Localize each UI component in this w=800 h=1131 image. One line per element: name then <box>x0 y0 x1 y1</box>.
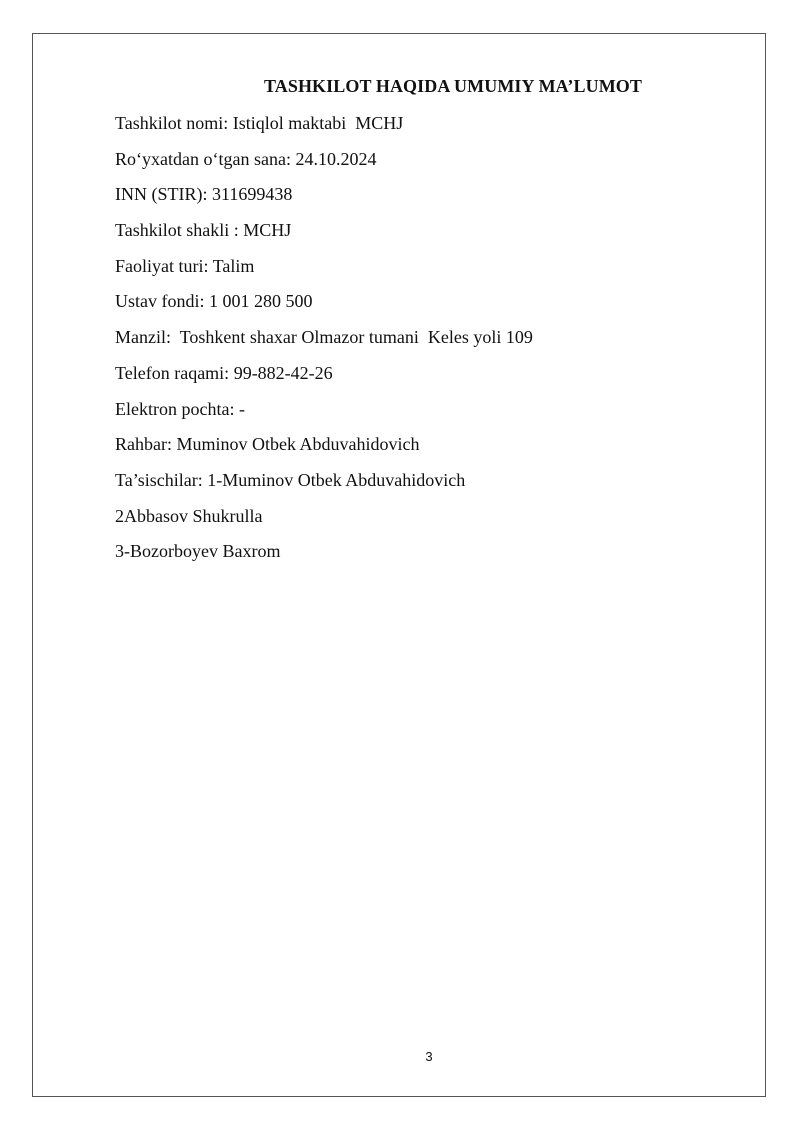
director-line: Rahbar: Muminov Otbek Abduvahidovich <box>115 434 420 455</box>
founder-3-line: 3-Bozorboyev Baxrom <box>115 541 281 562</box>
charter-fund-line: Ustav fondi: 1 001 280 500 <box>115 291 313 312</box>
inn-line: INN (STIR): 311699438 <box>115 184 293 205</box>
email-line: Elektron pochta: - <box>115 398 245 419</box>
page-number: 3 <box>425 1049 433 1064</box>
founders-line: Ta’sischilar: 1-Muminov Otbek Abduvahidovich <box>115 469 466 490</box>
registration-date-line: Ro‘yxatdan o‘tgan sana: 24.10.2024 <box>115 148 377 169</box>
phone-line: Telefon raqami: 99-882-42-26 <box>115 362 333 383</box>
document-title: TASHKILOT HAQIDA UMUMIY MA’LUMOT <box>263 76 643 96</box>
organization-form-line: Tashkilot shakli : MCHJ <box>115 220 292 241</box>
activity-type-line: Faoliyat turi: Talim <box>115 255 255 276</box>
founder-2-line: 2Abbasov Shukrulla <box>115 505 263 526</box>
info-lines <box>115 113 533 577</box>
address-line: Manzil: Toshkent shaxar Olmazor tumani Keles yoli 109 <box>115 327 533 348</box>
organization-name-line: Tashkilot nomi: Istiqlol maktabi MCHJ <box>115 113 404 133</box>
